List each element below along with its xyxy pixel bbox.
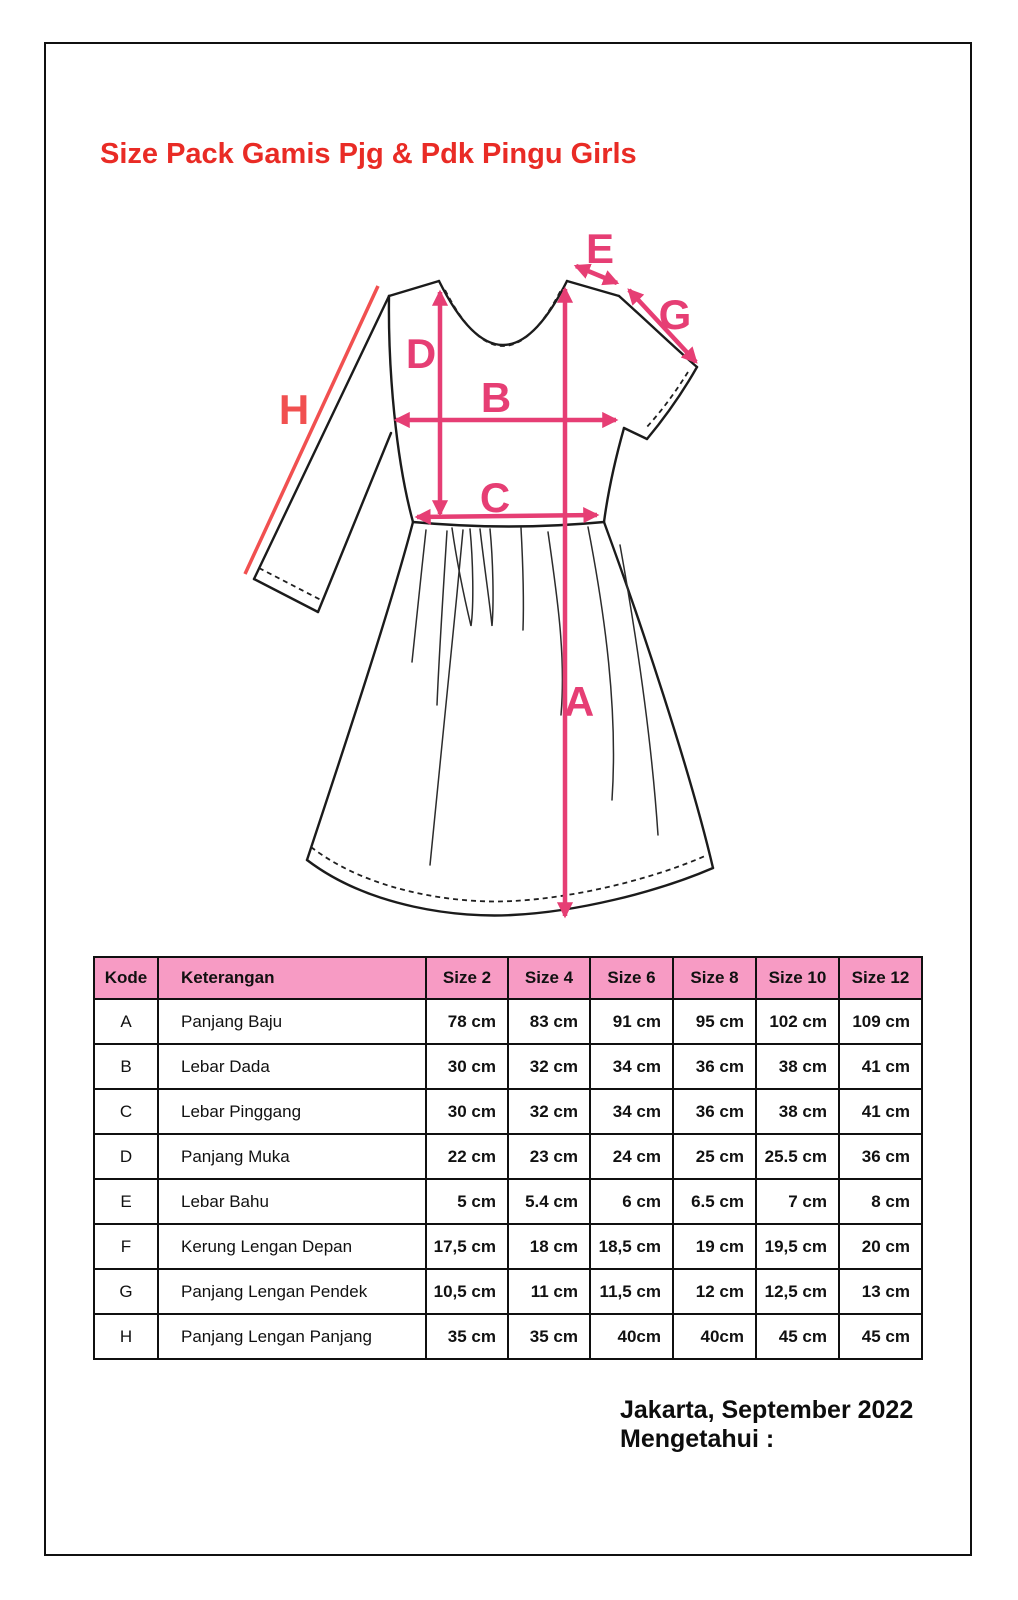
table-row — [94, 999, 922, 1044]
size-value-cell: 36 cm — [673, 1089, 756, 1134]
column-header: Size 10 — [756, 957, 839, 999]
size-value-cell: 45 cm — [839, 1314, 922, 1359]
keterangan-cell: Panjang Lengan Pendek — [158, 1269, 426, 1314]
keterangan-cell: Panjang Lengan Panjang — [158, 1314, 426, 1359]
size-value-cell: 32 cm — [508, 1089, 590, 1134]
size-value-cell: 11 cm — [508, 1269, 590, 1314]
size-value-cell: 95 cm — [673, 999, 756, 1044]
kode-cell: A — [94, 999, 158, 1044]
size-value-cell: 25 cm — [673, 1134, 756, 1179]
table-row — [94, 1224, 922, 1269]
size-value-cell: 7 cm — [756, 1179, 839, 1224]
column-header: Keterangan — [158, 957, 426, 999]
column-header: Size 4 — [508, 957, 590, 999]
size-value-cell: 35 cm — [426, 1314, 508, 1359]
size-value-cell: 10,5 cm — [426, 1269, 508, 1314]
column-header: Size 12 — [839, 957, 922, 999]
size-value-cell: 13 cm — [839, 1269, 922, 1314]
sleeve-hem-stitch — [645, 372, 688, 429]
size-value-cell: 5.4 cm — [508, 1179, 590, 1224]
table-row — [94, 1089, 922, 1134]
size-value-cell: 32 cm — [508, 1044, 590, 1089]
column-header: Size 6 — [590, 957, 673, 999]
table-row — [94, 1314, 922, 1359]
size-value-cell: 36 cm — [673, 1044, 756, 1089]
size-value-cell: 30 cm — [426, 1044, 508, 1089]
dress-diagram — [225, 225, 725, 940]
size-value-cell: 8 cm — [839, 1179, 922, 1224]
label-e: E — [585, 225, 615, 272]
size-value-cell: 19,5 cm — [756, 1224, 839, 1269]
header-row — [94, 957, 922, 999]
keterangan-cell: Panjang Baju — [158, 999, 426, 1044]
size-value-cell: 22 cm — [426, 1134, 508, 1179]
size-value-cell: 18,5 cm — [590, 1224, 673, 1269]
size-value-cell: 41 cm — [839, 1089, 922, 1134]
size-value-cell: 12,5 cm — [756, 1269, 839, 1314]
size-value-cell: 6 cm — [590, 1179, 673, 1224]
kode-cell: H — [94, 1314, 158, 1359]
sleeve-length-line-h — [245, 286, 378, 574]
cuff-stitch — [259, 568, 321, 600]
keterangan-cell: Panjang Muka — [158, 1134, 426, 1179]
keterangan-cell: Lebar Bahu — [158, 1179, 426, 1224]
label-c: C — [479, 474, 511, 521]
keterangan-cell: Lebar Dada — [158, 1044, 426, 1089]
size-value-cell: 102 cm — [756, 999, 839, 1044]
measurement-labels — [279, 225, 692, 725]
footer-block — [620, 1396, 913, 1454]
size-value-cell: 20 cm — [839, 1224, 922, 1269]
size-value-cell: 30 cm — [426, 1089, 508, 1134]
size-value-cell: 6.5 cm — [673, 1179, 756, 1224]
kode-cell: E — [94, 1179, 158, 1224]
size-value-cell: 38 cm — [756, 1089, 839, 1134]
footer-mengetahui: Mengetahui : — [620, 1425, 775, 1453]
column-header: Size 8 — [673, 957, 756, 999]
column-header: Kode — [94, 957, 158, 999]
label-a: A — [563, 678, 595, 725]
table-row — [94, 1134, 922, 1179]
size-value-cell: 91 cm — [590, 999, 673, 1044]
size-value-cell: 5 cm — [426, 1179, 508, 1224]
label-b: B — [480, 374, 512, 421]
size-table — [93, 956, 923, 1360]
kode-cell: F — [94, 1224, 158, 1269]
kode-cell: B — [94, 1044, 158, 1089]
table-row — [94, 1269, 922, 1314]
size-value-cell: 25.5 cm — [756, 1134, 839, 1179]
size-value-cell: 109 cm — [839, 999, 922, 1044]
kode-cell: D — [94, 1134, 158, 1179]
kode-cell: C — [94, 1089, 158, 1134]
size-value-cell: 18 cm — [508, 1224, 590, 1269]
size-value-cell: 34 cm — [590, 1089, 673, 1134]
label-d: D — [405, 330, 437, 377]
size-value-cell: 45 cm — [756, 1314, 839, 1359]
page-title: Size Pack Gamis Pjg & Pdk Pingu Girls — [100, 138, 637, 170]
size-value-cell: 35 cm — [508, 1314, 590, 1359]
size-value-cell: 24 cm — [590, 1134, 673, 1179]
size-value-cell: 12 cm — [673, 1269, 756, 1314]
column-header: Size 2 — [426, 957, 508, 999]
skirt-gather-lines — [412, 527, 658, 865]
keterangan-cell: Kerung Lengan Depan — [158, 1224, 426, 1269]
size-value-cell: 40cm — [590, 1314, 673, 1359]
size-value-cell: 38 cm — [756, 1044, 839, 1089]
size-value-cell: 41 cm — [839, 1044, 922, 1089]
size-value-cell: 40cm — [673, 1314, 756, 1359]
size-value-cell: 11,5 cm — [590, 1269, 673, 1314]
label-g: G — [658, 291, 692, 338]
size-value-cell: 78 cm — [426, 999, 508, 1044]
size-value-cell: 17,5 cm — [426, 1224, 508, 1269]
keterangan-cell: Lebar Pinggang — [158, 1089, 426, 1134]
size-value-cell: 23 cm — [508, 1134, 590, 1179]
size-table-header — [94, 957, 922, 999]
table-row — [94, 1044, 922, 1089]
table-row — [94, 1179, 922, 1224]
footer-date: Jakarta, September 2022 — [620, 1396, 914, 1424]
size-value-cell: 19 cm — [673, 1224, 756, 1269]
size-value-cell: 83 cm — [508, 999, 590, 1044]
label-h: H — [278, 386, 310, 433]
size-value-cell: 36 cm — [839, 1134, 922, 1179]
size-value-cell: 34 cm — [590, 1044, 673, 1089]
kode-cell: G — [94, 1269, 158, 1314]
size-table-body — [94, 999, 922, 1359]
